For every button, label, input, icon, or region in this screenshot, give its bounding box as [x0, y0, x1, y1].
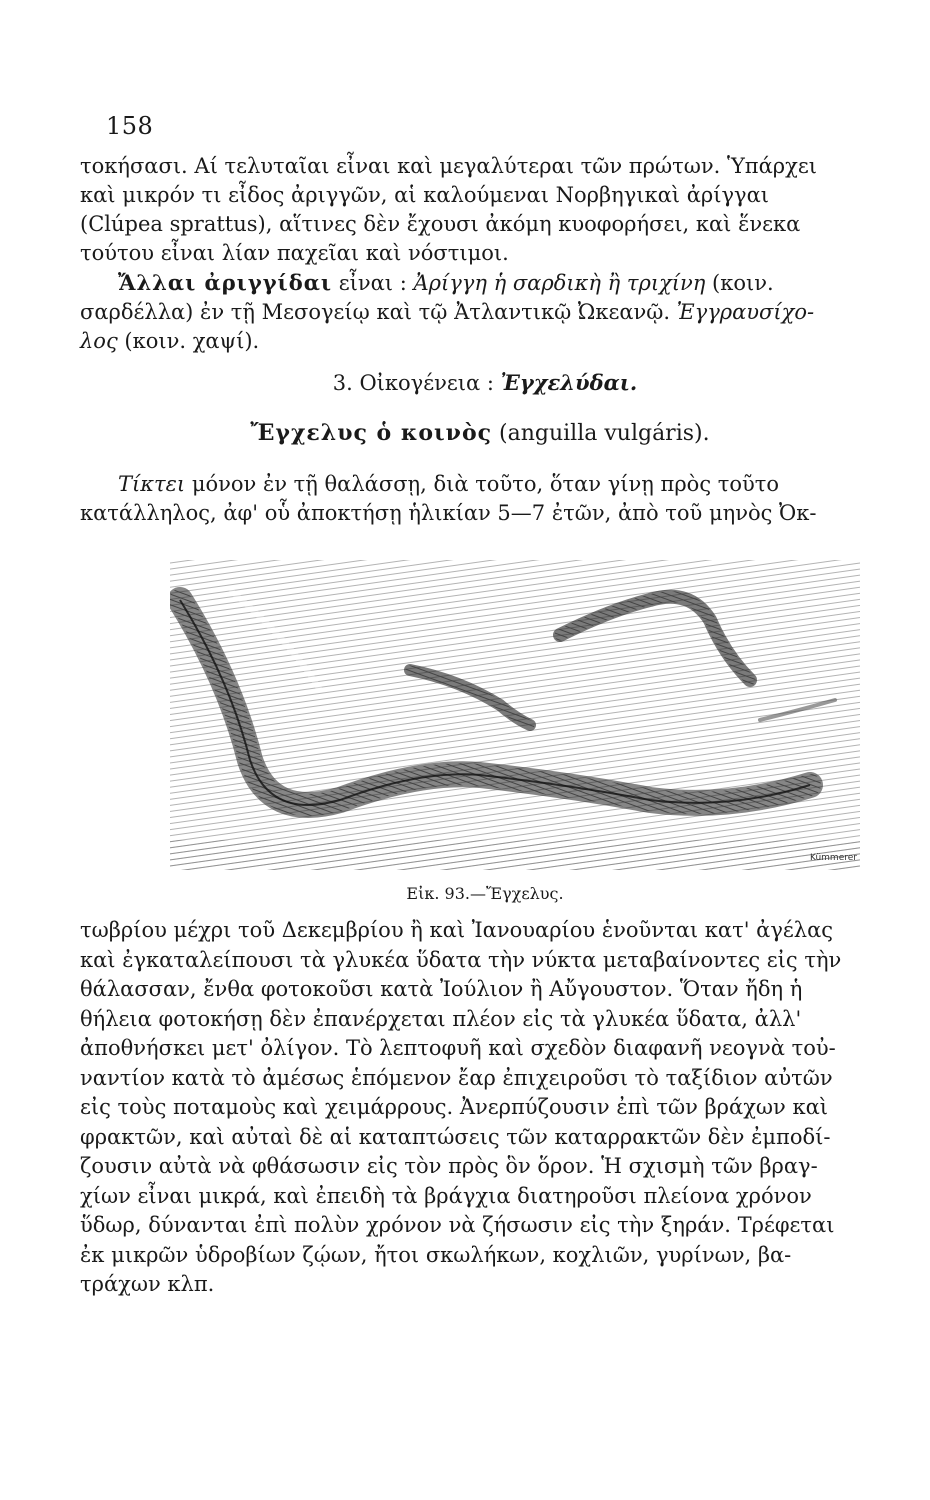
text-fragment: σαρδέλλα) ἐν τῇ Μεσογείῳ καὶ τῷ Ἀτλαντικῷ Ὠκεανῷ.: [80, 300, 677, 324]
text-fragment: (κοιν.: [705, 271, 774, 295]
text-line: (Clúpea sprattus), αἵτινες δὲν ἔχουσι ἀκόμη κυοφορήσει, καὶ ἕνεκα: [80, 212, 801, 236]
species-name: Ἐγγραυσίχο-: [676, 300, 815, 324]
eel-illustration: [170, 560, 860, 870]
text-fragment: (κοιν. χαψί).: [117, 329, 260, 353]
text-line: ναντίον κατὰ τὸ ἀμέσως ἑπόμενον ἔαρ ἐπιχειροῦσι τὸ ταξίδιον αὐτῶν: [80, 1065, 833, 1090]
text-line: τωβρίου μέχρι τοῦ Δεκεμβρίου ἢ καὶ Ἰανουαρίου ἑνοῦνται κατ' ἀγέλας: [80, 918, 834, 942]
text-line: θήλεια φοτοκήσῃ δὲν ἐπανέρχεται πλέον εἰς τὰ γλυκέα ὕδατα, ἀλλ': [80, 1006, 802, 1031]
text-line: ὕδωρ, δύνανται ἐπὶ πολὺν χρόνον νὰ ζήσωσιν εἰς τὴν ξηράν. Τρέφεται: [80, 1213, 835, 1237]
text-line: τοκήσασι. Αί τελυταῖαι εἶναι καὶ μεγαλύτεραι τῶν πρώτων. Ὑπάρχει: [80, 154, 817, 178]
text-line: ἐκ μικρῶν ὑδροβίων ζῴων, ἤτοι σκωλήκων, κοχλιῶν, γυρίνων, βα-: [80, 1242, 792, 1267]
text-line: καὶ μικρόν τι εἶδος ἀριγγῶν, αἱ καλούμεναι Νορβηγικαὶ ἀρίγγαι: [80, 183, 769, 207]
other-herrings-line: [80, 268, 860, 298]
lead-word: Τίκτει: [118, 472, 186, 496]
other-herrings-heading: Ἄλλαι ἀριγγίδαι: [118, 270, 333, 295]
text-line: [80, 298, 860, 327]
family-heading: [0, 370, 930, 395]
mid-paragraph: [80, 470, 860, 528]
figure-caption: Εἰκ. 93.—Ἔγχελυς.: [406, 884, 564, 903]
text-line: φρακτῶν, καὶ αὐταὶ δὲ αἱ καταπτώσεις τῶν καταρρακτῶν δὲν ἐμποδί-: [80, 1124, 831, 1149]
text-line: ζουσιν αὐτὰ νὰ φθάσωσιν εἰς τὸν πρὸς ὃν ὅρον. Ἡ σχισμὴ τῶν βραγ-: [80, 1154, 818, 1178]
text-line: τράχων κλπ.: [80, 1272, 215, 1296]
text-fragment: μόνον ἐν τῇ θαλάσσῃ, διὰ τοῦτο, ὅταν γίνῃ πρὸς τοῦτο: [185, 472, 780, 496]
species-latin: (anguilla vulgáris).: [492, 421, 710, 446]
engraver-signature: Kümmerer: [810, 853, 857, 863]
text-line: εἰς τοὺς ποταμοὺς καὶ χειμάρρους. Ἀνερπύζουσιν ἐπὶ τῶν βράχων καὶ: [80, 1095, 829, 1119]
family-name: Ἐγχελύδαι.: [500, 370, 638, 395]
text-line: χίων εἶναι μικρά, καὶ ἐπειδὴ τὰ βράγχια διατηροῦσι πλείονα χρόνον: [80, 1183, 812, 1208]
text-line: τούτου εἶναι λίαν παχεῖαι καὶ νόστιμοι.: [80, 241, 509, 265]
top-paragraph: [80, 152, 860, 356]
text-line: θάλασσαν, ἔνθα φοτοκοῦσι κατὰ Ἰούλιον ἢ Αὔγουστον. Ὅταν ἤδη ἡ: [80, 977, 803, 1001]
species-name: λος: [80, 329, 118, 353]
page-number: 158: [106, 112, 154, 140]
text-line: [80, 470, 860, 499]
text-line: [80, 327, 860, 356]
species-heading: [0, 420, 930, 446]
species-name: Ἔγχελυς ὁ κοινὸς: [250, 420, 493, 446]
text-fragment: εἶναι :: [332, 271, 414, 295]
species-name: Ἀρίγγη ἡ σαρδικὴ ἢ τριχίνη: [413, 271, 706, 295]
eel-engraving-icon: [170, 560, 860, 870]
bottom-paragraph: [80, 916, 860, 1300]
text-line: ἀποθνήσκει μετ' ὀλίγον. Τὸ λεπτοφυῆ καὶ σχεδὸν διαφανῆ νεογνὰ τοὐ-: [80, 1036, 836, 1060]
text-line: κατάλληλος, ἀφ' οὗ ἀποκτήσῃ ἡλικίαν 5—7 ἐτῶν, ἀπὸ τοῦ μηνὸς Ὀκ-: [80, 501, 817, 525]
text-line: καὶ ἐγκαταλείπουσι τὰ γλυκέα ὕδατα τὴν νύκτα μεταβαίνοντες εἰς τὴν: [80, 947, 842, 972]
family-label: 3. Οἰκογένεια :: [332, 371, 501, 395]
